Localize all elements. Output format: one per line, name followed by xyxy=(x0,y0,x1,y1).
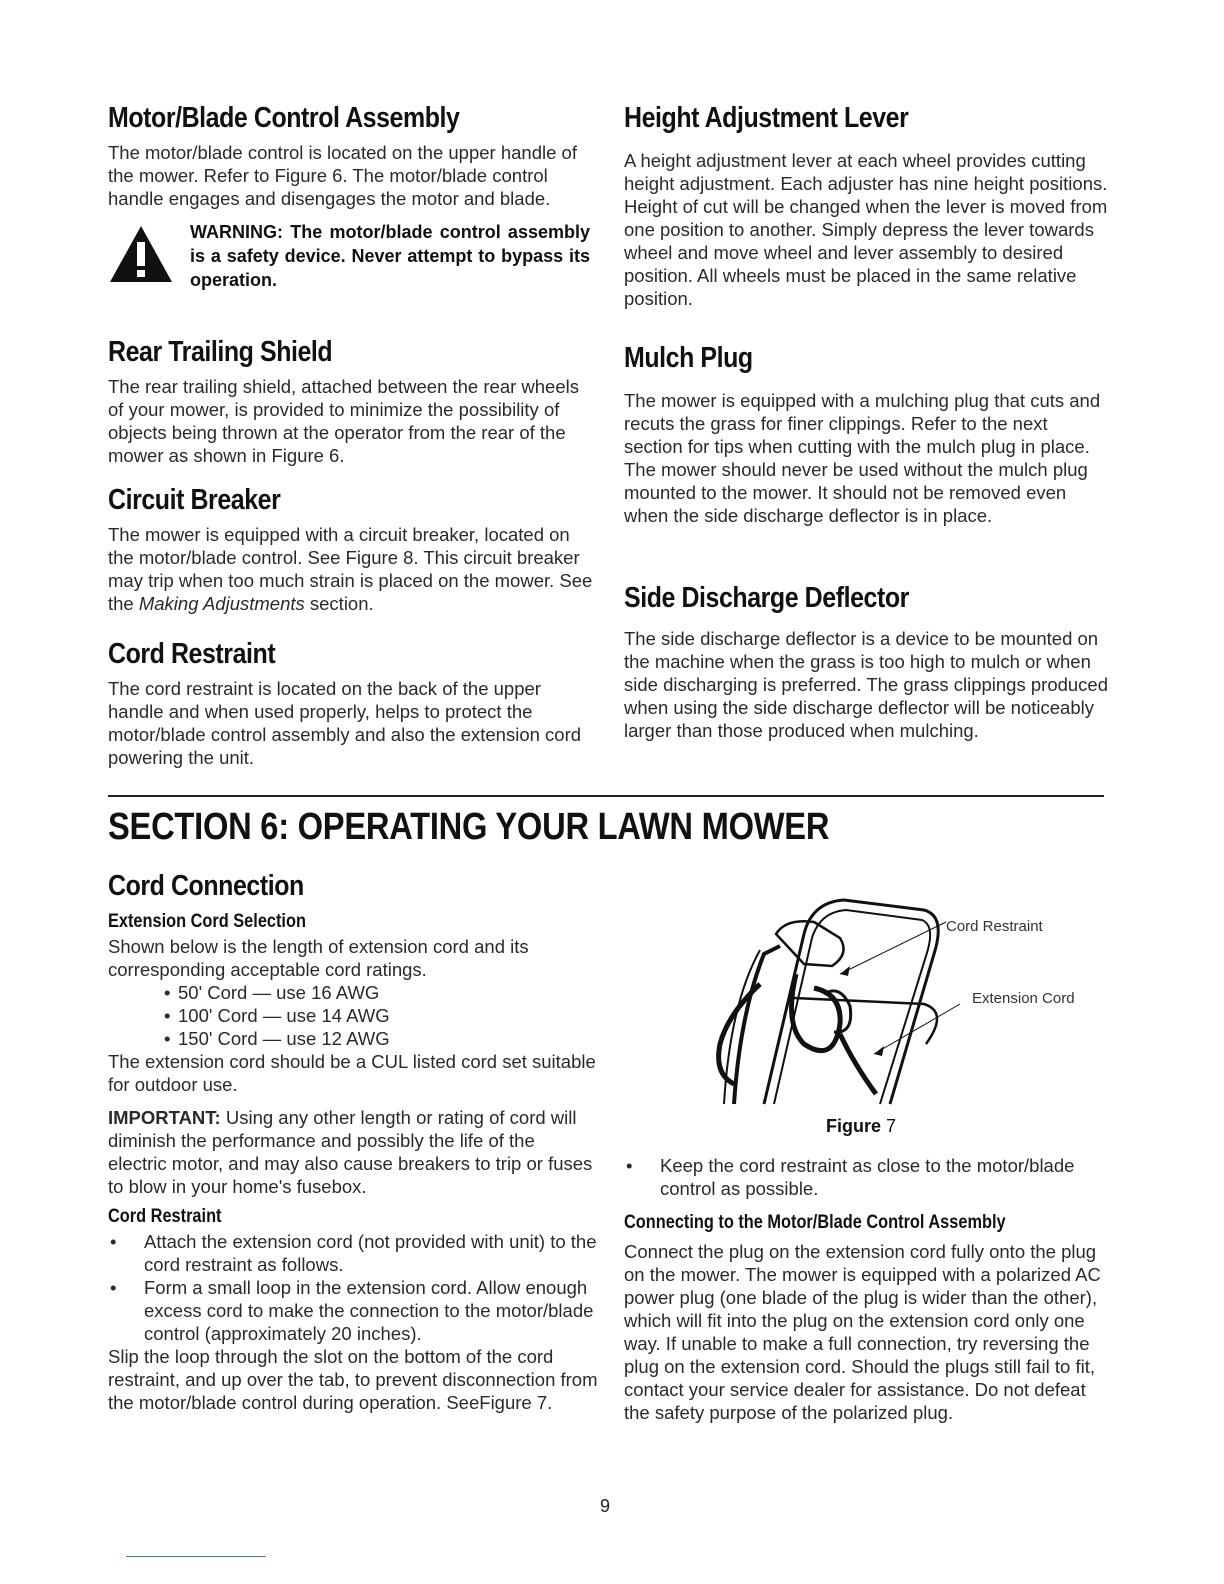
mower-handle-illustration xyxy=(664,894,964,1124)
figure-7 xyxy=(624,890,1114,1150)
ext-selection-intro: Shown below is the length of extension cord and its corresponding acceptable cord ratings. xyxy=(108,936,529,980)
circuit-breaker-heading: Circuit Breaker xyxy=(108,484,281,516)
page-number: 9 xyxy=(600,1496,611,1516)
height-lever-section xyxy=(624,102,1110,310)
mulch-plug-body: The mower is equipped with a mulching plug that cuts and recuts the grass for finer clippings. Refer to the next section for tips when cutting with the mulch plug in place. The mower should never be used without the mulch plug mounted to the mower. It should not be removed even when the side discharge deflector is in place. xyxy=(624,390,1101,526)
circuit-breaker-section xyxy=(108,484,594,615)
cord-restraint-closing: Slip the loop through the slot on the bottom of the cord restraint, and up over the tab, to prevent disconnection from the motor/blade control during operation. SeeFigure 7. xyxy=(108,1346,598,1413)
motor-blade-body: The motor/blade control is located on the upper handle of the mower. Refer to Figure 6. The motor/blade control handle engages and disengages the motor and blade. xyxy=(108,142,577,209)
making-adjustments-ref: Making Adjustments xyxy=(138,593,305,614)
height-lever-body: A height adjustment lever at each wheel provides cutting height adjustment. Each adjuster has nine height positions. Height of cut will be changed when the lever is moved from one position to another. Simply depress the lever towards wheel and move wheel and lever assembly to desired position. All wheels must be placed in the same relative position. xyxy=(624,150,1108,309)
list-item: • 100' Cord — use 14 AWG xyxy=(108,1004,598,1027)
list-item: • 50' Cord — use 16 AWG xyxy=(108,981,598,1004)
cord-restraint-steps xyxy=(108,1230,598,1345)
height-lever-heading: Height Adjustment Lever xyxy=(624,102,909,134)
warning-block xyxy=(108,220,594,302)
section-title: SECTION 6: OPERATING YOUR LAWN MOWER xyxy=(108,806,830,848)
circuit-breaker-body: The mower is equipped with a circuit breaker, located on the motor/blade control. See Figure 8. This circuit breaker may trip when too much strain is placed on the mower. See the Making Adjustments section. xyxy=(108,524,593,614)
connecting-heading: Connecting to the Motor/Blade Control Assembly xyxy=(624,1212,1006,1233)
footer-line xyxy=(126,1556,266,1557)
cord-restraint-subheading: Cord Restraint xyxy=(108,1206,222,1227)
important-label: IMPORTANT: xyxy=(108,1107,221,1128)
side-discharge-heading: Side Discharge Deflector xyxy=(624,582,909,614)
ext-selection-note: The extension cord should be a CUL listed cord set suitable for outdoor use. xyxy=(108,1051,596,1095)
connecting-body: Connect the plug on the extension cord fully onto the plug on the mower. The mower is equipped with a polarized AC power plug (one blade of the plug is wider than the other), which will fit into the plug on the extension cord only one way. If unable to make a full connection, try reversing the plug on the extension cord. Should the plugs still fail to fit, contact your service dealer for assistance. Do not defeat the safety purpose of the polarized plug. xyxy=(624,1241,1101,1423)
motor-blade-heading: Motor/Blade Control Assembly xyxy=(108,102,460,134)
list-item: • Keep the cord restraint as close to the motor/blade control as possible. xyxy=(624,1154,1110,1200)
side-discharge-section xyxy=(624,582,1110,742)
cord-restraint-heading: Cord Restraint xyxy=(108,638,276,670)
ext-selection-heading: Extension Cord Selection xyxy=(108,911,306,932)
cord-restraint-section xyxy=(108,638,594,769)
warning-text: WARNING: The motor/blade control assembly is a safety device. Never attempt to bypass its operation. xyxy=(190,222,590,290)
callout-cord-restraint: Cord Restraint xyxy=(946,918,1043,935)
connecting-section xyxy=(624,1212,1110,1424)
cord-connection-heading: Cord Connection xyxy=(108,870,304,902)
list-item: • Form a small loop in the extension cord. Allow enough excess cord to make the connection to the motor/blade control (approximately 20 inches). xyxy=(108,1276,598,1345)
rear-shield-body: The rear trailing shield, attached between the rear wheels of your mower, is provided to minimize the possibility of objects being thrown at the operator from the rear of the mower as shown in Figure 6. xyxy=(108,376,579,466)
warning-triangle-icon xyxy=(108,224,174,284)
keep-restraint-section xyxy=(624,1154,1110,1200)
mulch-plug-heading: Mulch Plug xyxy=(624,342,753,374)
mulch-plug-section xyxy=(624,342,1110,527)
keep-restraint-list xyxy=(624,1154,1110,1200)
figure-caption: Figure 7 xyxy=(826,1116,897,1136)
list-item: • 150' Cord — use 12 AWG xyxy=(108,1027,598,1050)
cord-size-list xyxy=(108,981,598,1050)
list-item: • Attach the extension cord (not provided with unit) to the cord restraint as follows. xyxy=(108,1230,598,1276)
section-divider xyxy=(108,795,1104,797)
motor-blade-section xyxy=(108,102,594,302)
cord-restraint-body: The cord restraint is located on the back of the upper handle and when used properly, helps to protect the motor/blade control assembly and also the extension cord powering the unit. xyxy=(108,678,582,768)
important-note: IMPORTANT: Using any other length or rating of cord will diminish the performance and possibly the life of the electric motor, and may also cause breakers to trip or fuses to blow in your home's fusebox. xyxy=(108,1107,593,1197)
callout-extension-cord: Extension Cord xyxy=(972,990,1075,1007)
cord-connection-section xyxy=(108,870,598,1414)
rear-shield-heading: Rear Trailing Shield xyxy=(108,336,333,368)
side-discharge-body: The side discharge deflector is a device to be mounted on the machine when the grass is too high to mulch or when side discharging is preferred. The grass clippings produced when using the side discharge deflector will be noticeably larger than those produced when mulching. xyxy=(624,628,1109,741)
rear-shield-section xyxy=(108,336,594,467)
